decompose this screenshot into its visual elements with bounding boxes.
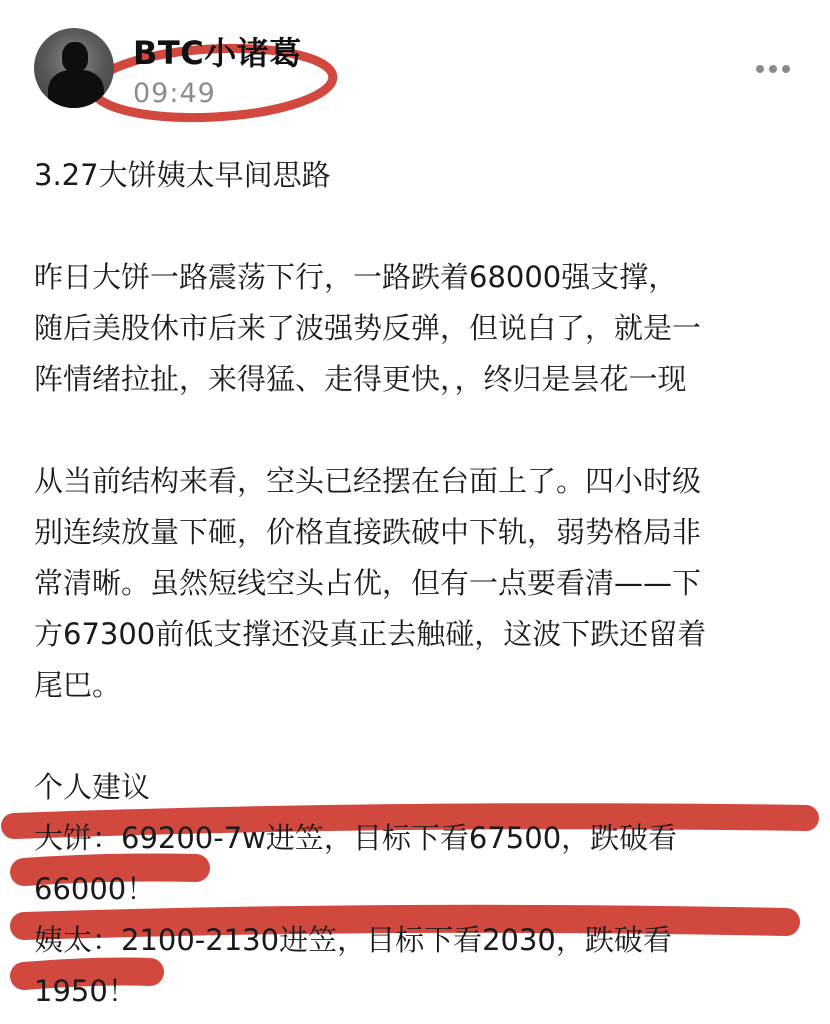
- author-name[interactable]: BTC小诸葛: [133, 34, 302, 72]
- advice-line: 大饼：69200-7w进笠，目标下看67500，跌破看: [34, 821, 678, 855]
- para2-line: 常清晰。虽然短线空头占优，但有一点要看清——下: [34, 566, 702, 600]
- para1-line: 昨日大饼一路震荡下行，一路跌着68000强支撑，: [34, 260, 678, 294]
- dot-icon: [756, 65, 764, 73]
- para2-line: 从当前结构来看，空头已经摆在台面上了。四小时级: [34, 464, 702, 498]
- para1-line: 随后美股休市后来了波强势反弹，但说白了，就是一: [34, 311, 702, 345]
- avatar-head-shape: [62, 42, 88, 72]
- post-title: 3.27大饼姨太早间思路: [34, 158, 331, 192]
- avatar-body-shape: [48, 70, 104, 108]
- post-body: [34, 150, 814, 1017]
- para1-line: 阵情绪拉扯，来得猛、走得更快，，终归是昙花一现: [34, 362, 687, 396]
- advice-line: 姨太：2100-2130进笠，目标下看2030，跌破看: [34, 923, 672, 957]
- para2-line: 别连续放量下砸，价格直接跌破中下轨，弱势格局非: [34, 515, 702, 549]
- post-timestamp: 09:49: [133, 78, 216, 109]
- dot-icon: [769, 65, 777, 73]
- avatar[interactable]: [34, 28, 114, 108]
- para2-line: 尾巴。: [34, 668, 122, 702]
- advice-line: 1950！: [34, 974, 137, 1008]
- para2-line: 方67300前低支撑还没真正去触碰，这波下跌还留着: [34, 617, 707, 651]
- more-dots-icon[interactable]: [756, 58, 796, 78]
- advice-heading: 个人建议: [34, 770, 151, 804]
- advice-line: 66000！: [34, 872, 156, 906]
- dot-icon: [782, 65, 790, 73]
